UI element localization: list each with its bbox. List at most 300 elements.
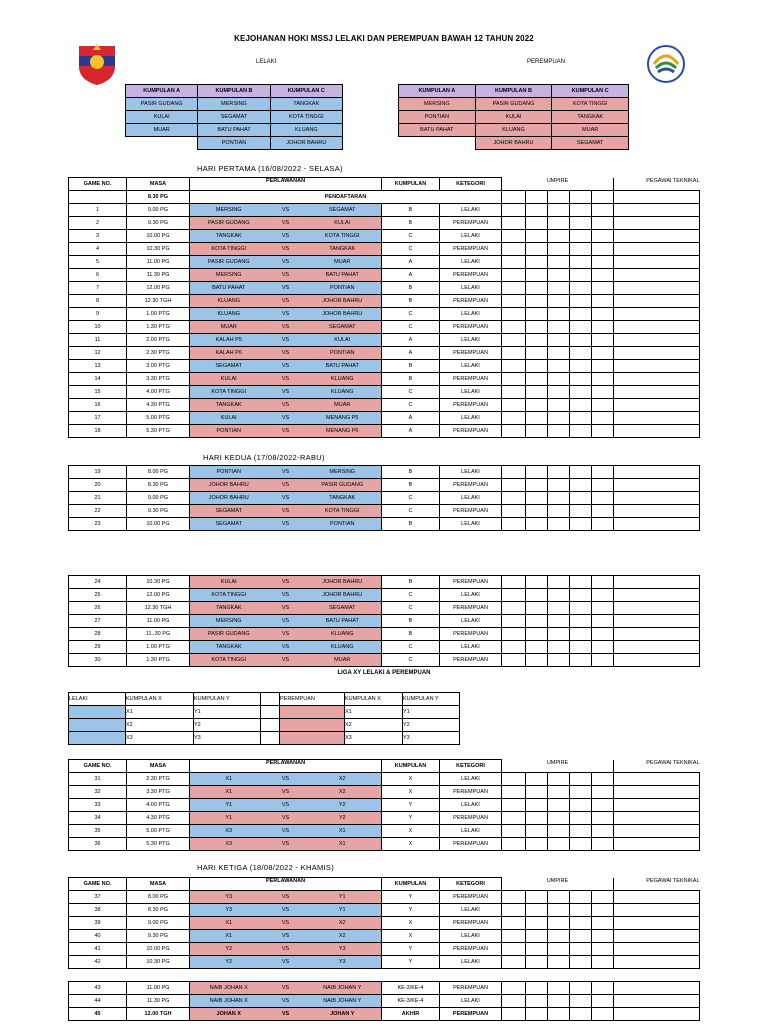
team-home-cell: JOHAN X — [190, 1008, 268, 1021]
umpire-cell — [592, 321, 614, 334]
group-team-cell: KULAI — [126, 111, 198, 124]
umpire-cell — [502, 628, 526, 641]
kumpulan-cell: C — [382, 641, 440, 654]
pegawai-cell — [614, 576, 700, 589]
pegawai-cell — [614, 825, 700, 838]
umpire-cell — [502, 838, 526, 851]
group-team-cell: KULAI — [475, 111, 552, 124]
team-home-cell: TANGKAK — [190, 230, 268, 243]
team-away-cell: X2 — [304, 786, 382, 799]
pegawai-cell — [614, 373, 700, 386]
table-row — [69, 217, 700, 230]
umpire-cell — [592, 773, 614, 786]
umpire-cell — [570, 243, 592, 256]
game-no-cell: 25 — [69, 589, 127, 602]
umpire-cell — [548, 479, 570, 492]
umpire-cell — [502, 479, 526, 492]
group-header: KUMPULAN B — [198, 85, 270, 98]
final-schedule-table — [68, 981, 700, 1021]
umpire-cell — [570, 589, 592, 602]
kumpulan-cell: X — [382, 786, 440, 799]
vs-cell: VS — [268, 308, 304, 321]
game-no-cell: 7 — [69, 282, 127, 295]
umpire-cell — [570, 373, 592, 386]
kumpulan-cell: B — [382, 282, 440, 295]
umpire-cell — [526, 373, 548, 386]
umpire-cell — [502, 308, 526, 321]
day1-schedule-table — [68, 177, 700, 438]
team-home-cell: JOHOR BAHRU — [190, 479, 268, 492]
pegawai-cell — [614, 641, 700, 654]
umpire-cell — [570, 347, 592, 360]
umpire-cell — [570, 904, 592, 917]
umpire-cell — [592, 982, 614, 995]
umpire-cell — [592, 347, 614, 360]
pegawai-cell — [614, 982, 700, 995]
team-home-cell: PONTIAN — [190, 466, 268, 479]
kumpulan-cell: B — [382, 204, 440, 217]
masa-cell: 11.00 PG — [127, 982, 190, 995]
group-team-cell: PASIR GUDANG — [126, 98, 198, 111]
masa-cell: 12.00 PG — [127, 282, 190, 295]
umpire-cell — [592, 1008, 614, 1021]
masa-cell: 8.00 PG — [127, 891, 190, 904]
vs-cell: VS — [268, 282, 304, 295]
group-team-cell: TANGKAK — [552, 111, 629, 124]
umpire-cell — [526, 295, 548, 308]
game-no-cell: 2 — [69, 217, 127, 230]
pegawai-cell — [614, 230, 700, 243]
umpire-cell — [502, 295, 526, 308]
umpire-cell — [526, 799, 548, 812]
team-home-cell: SEGAMAT — [190, 505, 268, 518]
table-row — [69, 269, 700, 282]
vs-cell: VS — [268, 654, 304, 667]
kumpulan-cell: B — [382, 479, 440, 492]
umpire-cell — [592, 812, 614, 825]
umpire-cell — [570, 295, 592, 308]
pegawai-cell — [614, 786, 700, 799]
umpire-cell — [548, 399, 570, 412]
pegawai-cell — [614, 217, 700, 230]
ketegori-cell: LELAKI — [440, 282, 502, 295]
table-row — [69, 243, 700, 256]
ketegori-cell: LELAKI — [440, 799, 502, 812]
table-row — [69, 773, 700, 786]
kumpulan-cell: Y — [382, 812, 440, 825]
kumpulan-cell: C — [382, 230, 440, 243]
team-home-cell: X1 — [190, 917, 268, 930]
education-department-logo — [644, 44, 688, 84]
vs-cell: VS — [268, 492, 304, 505]
umpire-cell — [526, 243, 548, 256]
vs-cell: VS — [268, 518, 304, 531]
umpire-cell — [592, 943, 614, 956]
vs-cell: VS — [268, 347, 304, 360]
umpire-cell — [548, 282, 570, 295]
umpire-cell — [592, 466, 614, 479]
group-team-cell: PONTIAN — [198, 137, 270, 150]
table-row — [69, 399, 700, 412]
xy-cell: X3 — [126, 732, 194, 745]
team-home-cell: Y2 — [190, 956, 268, 969]
team-away-cell: KOTA TINGGI — [304, 505, 382, 518]
umpire-cell — [592, 386, 614, 399]
team-home-cell: KULAI — [190, 373, 268, 386]
team-home-cell: Y1 — [190, 812, 268, 825]
umpire-cell — [526, 602, 548, 615]
umpire-cell — [502, 230, 526, 243]
umpire-cell — [548, 191, 570, 204]
vs-cell: VS — [268, 412, 304, 425]
umpire-cell — [592, 479, 614, 492]
pendaftaran-time: 8.30 PG — [127, 191, 190, 204]
game-no-cell: 12 — [69, 347, 127, 360]
group-header: KUMPULAN B — [475, 85, 552, 98]
table-row — [69, 825, 700, 838]
masa-cell: 11.30 PG — [127, 269, 190, 282]
umpire-cell — [548, 386, 570, 399]
umpire-cell — [570, 602, 592, 615]
umpire-cell — [592, 799, 614, 812]
masa-cell: 11.30 PG — [127, 995, 190, 1008]
masa-cell: 5.30 PTG — [127, 425, 190, 438]
xy-cell: Y2 — [403, 719, 460, 732]
xy-perempuan-color-cell — [280, 706, 345, 719]
table-row — [69, 295, 700, 308]
kumpulan-cell: X — [382, 917, 440, 930]
kumpulan-cell: KE-3/KE-4 — [382, 982, 440, 995]
xy-cell: Y1 — [403, 706, 460, 719]
ketegori-cell: LELAKI — [440, 773, 502, 786]
umpire-cell — [570, 425, 592, 438]
masa-cell: 4.00 PTG — [127, 799, 190, 812]
vs-cell: VS — [268, 204, 304, 217]
ketegori-cell: LELAKI — [440, 589, 502, 602]
umpire-cell — [548, 930, 570, 943]
ketegori-cell: PEREMPUAN — [440, 505, 502, 518]
xy-cell: X1 — [345, 706, 403, 719]
group-team-cell: KLUANG — [270, 124, 342, 137]
umpire-cell — [526, 1008, 548, 1021]
umpire-cell — [570, 838, 592, 851]
liga-schedule-table — [68, 759, 700, 851]
ketegori-cell: PEREMPUAN — [440, 1008, 502, 1021]
umpire-cell — [502, 518, 526, 531]
table-row — [69, 412, 700, 425]
ketegori-cell: PEREMPUAN — [440, 373, 502, 386]
masa-cell: 1.30 PTG — [127, 654, 190, 667]
table-row — [69, 347, 700, 360]
group-header: KUMPULAN C — [552, 85, 629, 98]
masa-cell: 5.00 PTG — [127, 825, 190, 838]
umpire-cell — [526, 786, 548, 799]
state-crest-logo — [76, 42, 118, 86]
group-team-cell: JOHOR BAHRU — [270, 137, 342, 150]
ketegori-cell: LELAKI — [440, 904, 502, 917]
game-no-cell: 16 — [69, 399, 127, 412]
ketegori-cell: LELAKI — [440, 615, 502, 628]
umpire-cell — [592, 373, 614, 386]
group-team-cell: KLUANG — [475, 124, 552, 137]
umpire-cell — [548, 269, 570, 282]
game-no-cell: 20 — [69, 479, 127, 492]
team-away-cell: TANGKAK — [304, 492, 382, 505]
masa-cell: 10.30 PG — [127, 956, 190, 969]
masa-cell: 11.00 PG — [127, 256, 190, 269]
umpire-cell — [526, 995, 548, 1008]
kumpulan-cell: C — [382, 308, 440, 321]
vs-cell: VS — [268, 786, 304, 799]
pegawai-cell — [614, 492, 700, 505]
pegawai-cell — [614, 466, 700, 479]
table-row — [69, 479, 700, 492]
vs-cell: VS — [268, 230, 304, 243]
team-away-cell: Y2 — [304, 812, 382, 825]
xy-spacer-cell — [261, 719, 280, 732]
vs-cell: VS — [268, 466, 304, 479]
team-away-cell: KLUANG — [304, 386, 382, 399]
umpire-cell — [592, 995, 614, 1008]
kumpulan-cell: C — [382, 505, 440, 518]
xy-header-cell: LELAKI — [69, 693, 126, 706]
xy-header-cell: KUMPULAN X — [126, 693, 194, 706]
masa-cell: 4.30 PTG — [127, 399, 190, 412]
pegawai-cell — [614, 628, 700, 641]
vs-cell: VS — [268, 373, 304, 386]
umpire-cell — [592, 602, 614, 615]
kumpulan-cell: B — [382, 373, 440, 386]
masa-cell: 9.00 PG — [127, 917, 190, 930]
perempuan-label: PEREMPUAN — [527, 59, 566, 65]
vs-cell: VS — [268, 360, 304, 373]
game-no-cell: 6 — [69, 269, 127, 282]
team-home-cell: PASIR GUDANG — [190, 628, 268, 641]
umpire-cell — [592, 917, 614, 930]
game-no-cell: 17 — [69, 412, 127, 425]
game-no-cell: 23 — [69, 518, 127, 531]
umpire-cell — [502, 347, 526, 360]
game-no-cell: 30 — [69, 654, 127, 667]
game-no-cell: 43 — [69, 982, 127, 995]
umpire-cell — [570, 269, 592, 282]
umpire-cell — [570, 466, 592, 479]
vs-cell: VS — [268, 425, 304, 438]
masa-cell: 4.30 PTG — [127, 812, 190, 825]
masa-cell: 10.00 PG — [127, 518, 190, 531]
team-away-cell: X1 — [304, 825, 382, 838]
team-away-cell: MUAR — [304, 654, 382, 667]
xy-header-cell — [261, 693, 280, 706]
group-team-cell — [126, 137, 198, 150]
team-home-cell: PASIR GUDANG — [190, 217, 268, 230]
umpire-cell — [548, 995, 570, 1008]
game-no-cell: 38 — [69, 904, 127, 917]
vs-cell: VS — [268, 399, 304, 412]
game-no-cell: 44 — [69, 995, 127, 1008]
team-away-cell: Y1 — [304, 891, 382, 904]
team-home-cell: BATU PAHAT — [190, 282, 268, 295]
umpire-cell — [526, 917, 548, 930]
umpire-cell — [502, 904, 526, 917]
xy-lelaki-color-cell — [69, 719, 126, 732]
pegawai-cell — [614, 838, 700, 851]
kumpulan-cell: X — [382, 773, 440, 786]
team-away-cell: X2 — [304, 930, 382, 943]
team-home-cell: MUAR — [190, 321, 268, 334]
group-team-cell: JOHOR BAHRU — [475, 137, 552, 150]
pegawai-header: PEGAWAI TEKNIKAL — [614, 178, 700, 191]
pegawai-cell — [614, 479, 700, 492]
umpire-cell — [592, 334, 614, 347]
table-row — [69, 838, 700, 851]
kumpulan-cell: B — [382, 518, 440, 531]
umpire-cell — [570, 282, 592, 295]
table-row — [69, 786, 700, 799]
masa-cell: 11.00 PG — [127, 615, 190, 628]
ketegori-header: KETEGORI — [440, 760, 502, 773]
masa-cell: 12.30 TGH — [127, 295, 190, 308]
liga-xy-groups-table — [68, 692, 460, 745]
ketegori-header: KETEGORI — [440, 878, 502, 891]
team-away-cell: JOHAN Y — [304, 1008, 382, 1021]
team-away-cell: JOHOR BAHRU — [304, 295, 382, 308]
masa-cell: 9.30 PG — [127, 930, 190, 943]
masa-cell: 3.00 PTG — [127, 360, 190, 373]
team-home-cell: MERSING — [190, 615, 268, 628]
kumpulan-cell: KE-3/KE-4 — [382, 995, 440, 1008]
umpire-cell — [570, 1008, 592, 1021]
masa-header: MASA — [127, 178, 190, 191]
kumpulan-cell: B — [382, 628, 440, 641]
umpire-cell — [526, 479, 548, 492]
kumpulan-cell: X — [382, 838, 440, 851]
umpire-cell — [548, 917, 570, 930]
umpire-cell — [526, 191, 548, 204]
umpire-cell — [502, 825, 526, 838]
vs-cell: VS — [268, 891, 304, 904]
game-no-cell: 10 — [69, 321, 127, 334]
table-row — [69, 891, 700, 904]
umpire-cell — [502, 602, 526, 615]
umpire-cell — [570, 786, 592, 799]
pegawai-cell — [614, 615, 700, 628]
group-team-cell: SEGAMAT — [552, 137, 629, 150]
pegawai-cell — [614, 308, 700, 321]
game-no-cell: 32 — [69, 786, 127, 799]
umpire-cell — [592, 956, 614, 969]
umpire-cell — [526, 589, 548, 602]
umpire-cell — [592, 360, 614, 373]
game-no-cell: 3 — [69, 230, 127, 243]
umpire-cell — [548, 825, 570, 838]
masa-header: MASA — [127, 760, 190, 773]
ketegori-cell: PEREMPUAN — [440, 982, 502, 995]
pegawai-cell — [614, 282, 700, 295]
vs-cell: VS — [268, 943, 304, 956]
pegawai-cell — [614, 654, 700, 667]
liga-heading: LIGA XY LELAKI & PEREMPUAN — [337, 670, 431, 676]
umpire-cell — [526, 217, 548, 230]
umpire-cell — [548, 334, 570, 347]
umpire-cell — [526, 773, 548, 786]
kumpulan-cell: X — [382, 825, 440, 838]
masa-cell: 9.00 PG — [127, 204, 190, 217]
masa-cell: 12.00 PG — [127, 589, 190, 602]
pegawai-cell — [614, 891, 700, 904]
team-home-cell: KOTA TINGGI — [190, 243, 268, 256]
pegawai-cell — [614, 347, 700, 360]
umpire-cell — [526, 399, 548, 412]
umpire-cell — [570, 412, 592, 425]
masa-cell: 11..30 PG — [127, 628, 190, 641]
umpire-header: UMPIRE — [502, 178, 614, 191]
table-row — [69, 654, 700, 667]
ketegori-cell: PEREMPUAN — [440, 217, 502, 230]
umpire-cell — [570, 917, 592, 930]
xy-perempuan-color-cell — [280, 719, 345, 732]
umpire-cell — [526, 308, 548, 321]
game-no-header: GAME NO. — [69, 178, 127, 191]
umpire-cell — [570, 943, 592, 956]
vs-cell: VS — [268, 628, 304, 641]
ketegori-cell: PEREMPUAN — [440, 628, 502, 641]
pegawai-cell — [614, 295, 700, 308]
group-team-cell: MUAR — [126, 124, 198, 137]
game-no-cell: 21 — [69, 492, 127, 505]
game-no-cell: 29 — [69, 641, 127, 654]
kumpulan-cell: AKHIR — [382, 1008, 440, 1021]
team-home-cell: TANGKAK — [190, 399, 268, 412]
umpire-cell — [548, 589, 570, 602]
game-no-cell: 36 — [69, 838, 127, 851]
game-no-cell: 14 — [69, 373, 127, 386]
kumpulan-cell: C — [382, 589, 440, 602]
umpire-cell — [548, 654, 570, 667]
team-home-cell: KULAI — [190, 412, 268, 425]
masa-cell: 8.30 PG — [127, 479, 190, 492]
umpire-cell — [502, 269, 526, 282]
team-away-cell: BATU PAHAT — [304, 360, 382, 373]
pegawai-cell — [614, 334, 700, 347]
table-row — [69, 425, 700, 438]
umpire-cell — [570, 773, 592, 786]
team-away-cell: KLUANG — [304, 373, 382, 386]
umpire-cell — [502, 204, 526, 217]
page-title: KEJOHANAN HOKI MSSJ LELAKI DAN PEREMPUAN BAWAH 12 TAHUN 2022 — [234, 34, 534, 43]
pegawai-cell — [614, 412, 700, 425]
pegawai-cell — [614, 1008, 700, 1021]
ketegori-header: KETEGORI — [440, 178, 502, 191]
table-row — [69, 930, 700, 943]
table-row — [69, 492, 700, 505]
xy-header-cell: KUMPULAN Y — [194, 693, 261, 706]
xy-spacer-cell — [261, 706, 280, 719]
vs-cell: VS — [268, 269, 304, 282]
umpire-cell — [502, 282, 526, 295]
umpire-cell — [570, 995, 592, 1008]
team-away-cell: BATU PAHAT — [304, 269, 382, 282]
team-away-cell: KULAI — [304, 334, 382, 347]
ketegori-cell: PEREMPUAN — [440, 786, 502, 799]
umpire-cell — [570, 321, 592, 334]
umpire-cell — [526, 466, 548, 479]
umpire-cell — [548, 891, 570, 904]
umpire-cell — [526, 518, 548, 531]
team-home-cell: NAIB JOHAN X — [190, 982, 268, 995]
game-no-cell: 8 — [69, 295, 127, 308]
group-team-cell: KOTA TINGGI — [270, 111, 342, 124]
